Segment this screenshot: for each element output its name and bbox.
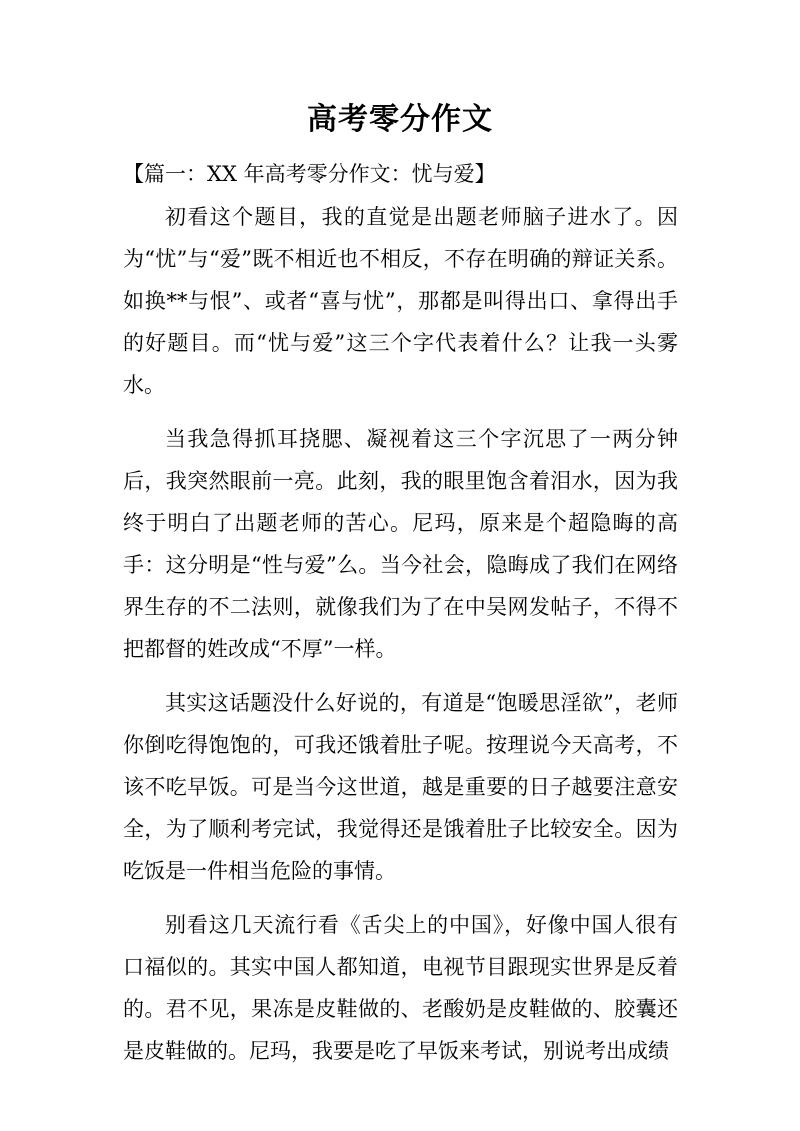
paragraph-1: 初看这个题目，我的直觉是出题老师脑子进水了。因为“忧”与“爱”既不相近也不相反，不存在明确的辩证关系。如换**与恨”、或者“喜与忧”，那都是叫得出口、拿得出手的好题目。而“忧与爱”这三个字代表着什么？让我一头雾水。	[123, 205, 678, 397]
paragraph-4: 别看这几天流行看《舌尖上的中国》，好像中国人很有口福似的。其实中国人都知道，电视节目跟现实世界是反着的。君不见，果冻是皮鞋做的、老酸奶是皮鞋做的、胶囊还是皮鞋做的。尼玛，我要是吃了早饭来考试，别说考出成绩	[123, 913, 678, 1063]
paragraph-2: 当我急得抓耳挠腮、凝视着这三个字沉思了一两分钟后，我突然眼前一亮。此刻，我的眼里饱含着泪水，因为我终于明白了出题老师的苦心。尼玛，原来是个超隐晦的高手：这分明是“性与爱”么。当今社会，隐晦成了我们在网络界生存的不二法则，就像我们为了在中吴网发帖子，不得不把都督的姓改成“不厚”一样。	[123, 427, 678, 661]
section-heading: 【篇一：XX 年高考零分作文：忧与爱】	[123, 162, 496, 186]
document-title: 高考零分作文	[307, 102, 493, 137]
document-body	[123, 196, 678, 1072]
paragraph-3: 其实这话题没什么好说的，有道是“饱暖思淫欲”，老师你倒吃得饱饱的，可我还饿着肚子呢。按理说今天高考，不该不吃早饭。可是当今这世道，越是重要的日子越要注意安全，为了顺利考完试，我觉得还是饿着肚子比较安全。因为吃饭是一件相当危险的事情。	[123, 691, 678, 883]
